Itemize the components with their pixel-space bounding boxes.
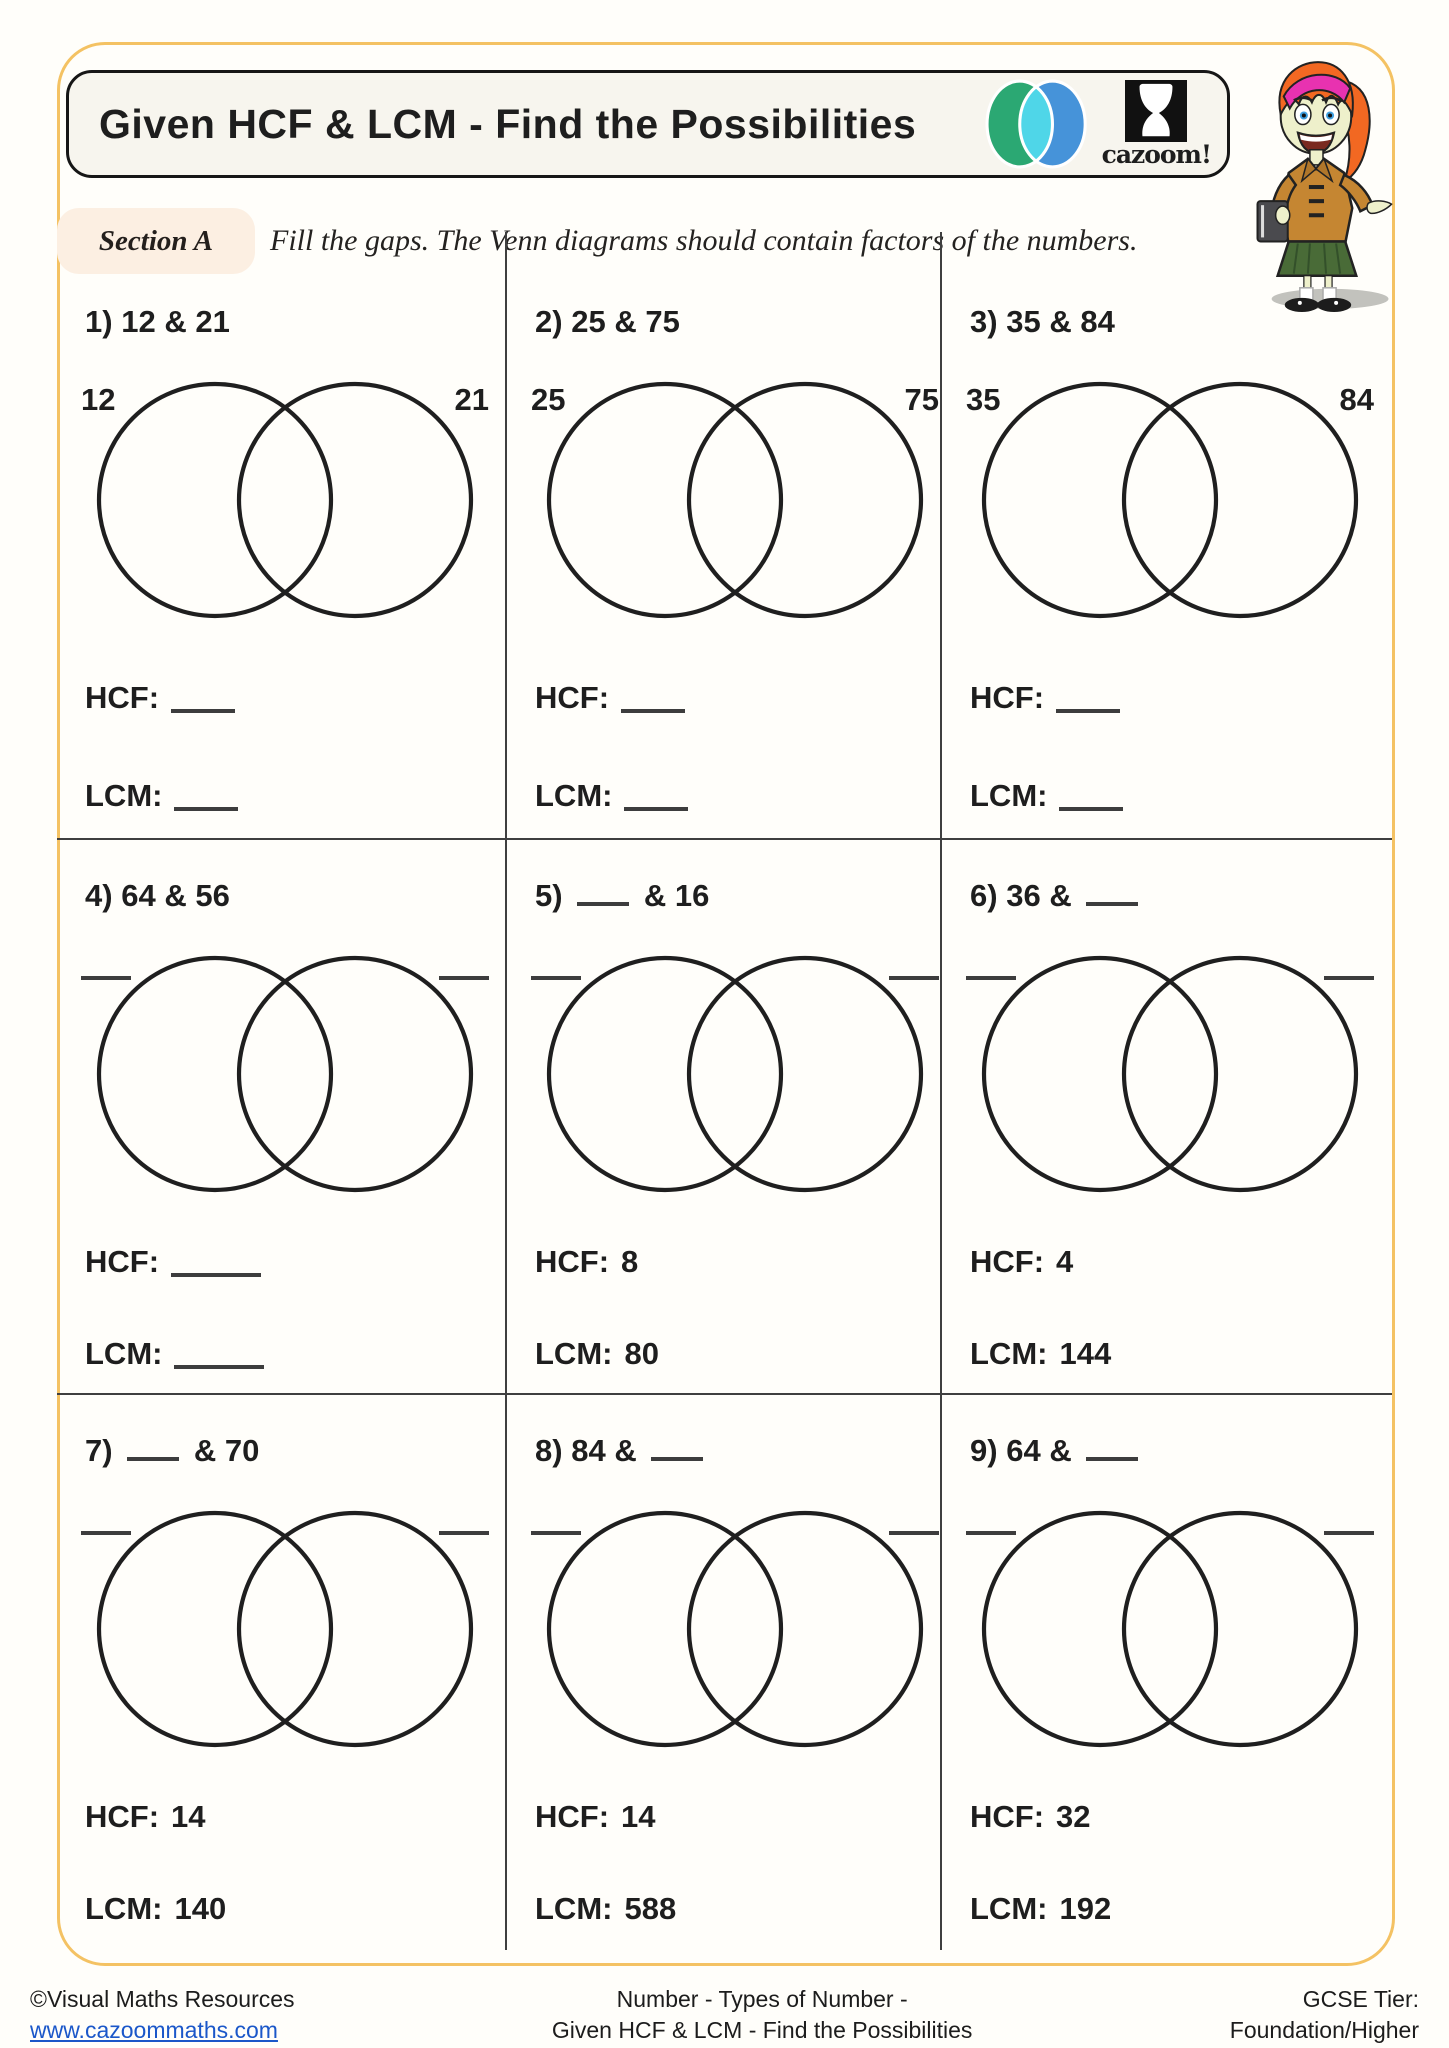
lcm-label: LCM:: [970, 1336, 1048, 1371]
problem-cell-6: [942, 840, 1392, 1395]
hcf-label: HCF:: [85, 1799, 160, 1834]
ampersand: &: [1049, 304, 1072, 339]
hcf-answer-blank[interactable]: [1056, 683, 1120, 713]
problem-heading: [85, 304, 505, 340]
hcf-answer-blank[interactable]: [171, 1247, 261, 1277]
hcf-row: [535, 1799, 940, 1835]
venn-circles: [545, 1507, 925, 1751]
value-b: 75: [645, 304, 680, 339]
lcm-label: LCM:: [535, 1336, 613, 1371]
problem-cell-2: [507, 232, 942, 840]
value-b: 84: [1080, 304, 1115, 339]
hcf-answer-blank[interactable]: [171, 683, 235, 713]
lcm-row: [85, 1891, 505, 1927]
problem-number: 4): [85, 878, 113, 913]
hcf-label: HCF:: [535, 1799, 610, 1834]
hcf-value: 14: [621, 1799, 656, 1834]
venn-circles: [95, 1507, 475, 1751]
hcf-row: [970, 680, 1392, 716]
lcm-row: [535, 1336, 940, 1372]
title-bar: [66, 70, 1230, 178]
section-instruction: Fill the gaps. The Venn diagrams should contain factors of the numbers.: [270, 224, 1138, 257]
problem-number: 8): [535, 1433, 563, 1468]
hcf-row: [970, 1799, 1392, 1835]
ampersand: &: [1049, 878, 1072, 913]
hcf-row: [85, 680, 505, 716]
problem-heading: [85, 1433, 505, 1469]
lcm-value: 588: [624, 1891, 677, 1926]
page-title: Given HCF & LCM - Find the Possibilities: [99, 100, 917, 147]
lcm-answer-blank[interactable]: [1059, 781, 1123, 811]
ampersand: &: [164, 878, 187, 913]
venn-right-label: 84: [1339, 382, 1374, 417]
ampersand: &: [1049, 1433, 1072, 1468]
hcf-value: 14: [171, 1799, 206, 1834]
ampersand: &: [614, 1433, 637, 1468]
lcm-value: 80: [624, 1336, 659, 1371]
lcm-label: LCM:: [85, 778, 163, 813]
venn-right-label: 75: [904, 382, 939, 417]
value-a: 84: [571, 1433, 606, 1468]
lcm-label: LCM:: [535, 1891, 613, 1926]
hcf-label: HCF:: [535, 680, 610, 715]
footer-tier-block: [1230, 1984, 1419, 2046]
hcf-row: [85, 1799, 505, 1835]
venn-left-label: 35: [966, 382, 1001, 417]
value-a: 64: [121, 878, 156, 913]
lcm-value: 144: [1059, 1336, 1112, 1371]
problem-cell-8: [507, 1395, 942, 1950]
tier-line-2: Foundation/Higher: [1229, 2017, 1419, 2043]
problem-heading: [85, 878, 505, 914]
problem-heading: [970, 1433, 1392, 1469]
venn-circles: [545, 378, 925, 622]
lcm-row: [970, 1891, 1392, 1927]
hcf-row: [535, 1244, 940, 1280]
hcf-label: HCF:: [970, 680, 1045, 715]
cazoom-logo: [1102, 80, 1211, 169]
lcm-row: [85, 778, 505, 814]
lcm-answer-blank[interactable]: [174, 781, 238, 811]
value-a: 64: [1006, 1433, 1041, 1468]
venn-diagram: [531, 378, 939, 626]
problem-heading: [970, 878, 1392, 914]
value-b: 16: [674, 878, 710, 913]
hcf-label: HCF:: [535, 1244, 610, 1279]
problems-grid: [57, 232, 1392, 1950]
value-b: 56: [195, 878, 230, 913]
lcm-answer-blank[interactable]: [624, 781, 688, 811]
problem-number: 9): [970, 1433, 998, 1468]
lcm-row: [970, 1336, 1392, 1372]
footer-copyright-block: [30, 1984, 295, 2046]
venn-diagram: [537, 1507, 933, 1755]
lcm-label: LCM:: [85, 1336, 163, 1371]
hcf-label: HCF:: [970, 1244, 1045, 1279]
value-b: [1086, 882, 1138, 906]
value-a: [577, 882, 629, 906]
copyright-text: ©Visual Maths Resources: [30, 1986, 295, 2012]
problem-cell-7: [57, 1395, 507, 1950]
venn-circles: [980, 1507, 1360, 1751]
lcm-label: LCM:: [970, 1891, 1048, 1926]
problem-heading: [535, 878, 940, 914]
venn-diagram: [966, 378, 1374, 626]
brand-name: cazoom!: [1101, 139, 1211, 169]
value-b: 21: [195, 304, 230, 339]
lcm-row: [970, 778, 1392, 814]
value-a: 36: [1006, 878, 1041, 913]
ampersand: &: [164, 304, 187, 339]
footer: [0, 1984, 1449, 2046]
mascot-girl-illustration: [1238, 52, 1406, 314]
venn-diagram: [972, 1507, 1368, 1755]
hcf-value: 4: [1056, 1244, 1074, 1279]
value-a: 12: [121, 304, 156, 339]
tier-line-1: GCSE Tier:: [1302, 1986, 1419, 2012]
problem-cell-1: [57, 232, 507, 840]
hcf-label: HCF:: [970, 1799, 1045, 1834]
problem-number: 6): [970, 878, 998, 913]
lcm-row: [85, 1336, 505, 1372]
venn-circles: [95, 952, 475, 1196]
venn-diagram: [81, 378, 489, 626]
venn-left-label: 12: [81, 382, 116, 417]
lcm-answer-blank[interactable]: [174, 1339, 264, 1369]
venn-left-label: 25: [531, 382, 566, 417]
venn-right-label: 21: [454, 382, 489, 417]
ampersand: &: [614, 304, 637, 339]
value-b: [1086, 1437, 1138, 1461]
hcf-answer-blank[interactable]: [621, 683, 685, 713]
problem-cell-4: [57, 840, 507, 1395]
value-b: 70: [224, 1433, 260, 1468]
ampersand: &: [643, 878, 667, 913]
venn-diagram: [972, 952, 1368, 1200]
venn-circles: [980, 378, 1360, 622]
section-label: Section A: [98, 224, 214, 257]
problem-cell-9: [942, 1395, 1392, 1950]
problem-number: 5): [535, 878, 563, 913]
problem-number: 3): [970, 304, 998, 339]
problem-cell-5: [507, 840, 942, 1395]
topic-line-1: Number - Types of Number -: [616, 1986, 908, 2012]
venn-circles: [95, 378, 475, 622]
hcf-value: 8: [621, 1244, 639, 1279]
value-a: [127, 1437, 179, 1461]
drum-icon: [1125, 80, 1187, 142]
problem-number: 2): [535, 304, 563, 339]
hcf-row: [535, 680, 940, 716]
website-link[interactable]: www.cazoommaths.com: [30, 2017, 278, 2043]
ampersand: &: [193, 1433, 217, 1468]
footer-topic-block: [552, 1984, 973, 2046]
value-a: 25: [571, 304, 606, 339]
lcm-value: 192: [1059, 1891, 1112, 1926]
hcf-label: HCF:: [85, 1244, 160, 1279]
lcm-value: 140: [174, 1891, 227, 1926]
venn-diagram: [87, 1507, 483, 1755]
lcm-row: [535, 1891, 940, 1927]
hcf-label: HCF:: [85, 680, 160, 715]
lcm-row: [535, 778, 940, 814]
topic-line-2: Given HCF & LCM - Find the Possibilities: [551, 2017, 973, 2043]
venn-diagram: [87, 952, 483, 1200]
lcm-label: LCM:: [535, 778, 613, 813]
venn-diagram-icon: [985, 78, 1087, 170]
venn-circles: [545, 952, 925, 1196]
problem-number: 1): [85, 304, 113, 339]
venn-diagram: [537, 952, 933, 1200]
lcm-label: LCM:: [970, 778, 1048, 813]
value-a: 35: [1006, 304, 1041, 339]
problem-heading: [535, 304, 940, 340]
hcf-row: [85, 1244, 505, 1280]
hcf-row: [970, 1244, 1392, 1280]
problem-heading: [535, 1433, 940, 1469]
lcm-label: LCM:: [85, 1891, 163, 1926]
problem-cell-3: [942, 232, 1392, 840]
problem-number: 7): [85, 1433, 113, 1468]
value-b: [651, 1437, 703, 1461]
venn-circles: [980, 952, 1360, 1196]
hcf-value: 32: [1056, 1799, 1091, 1834]
